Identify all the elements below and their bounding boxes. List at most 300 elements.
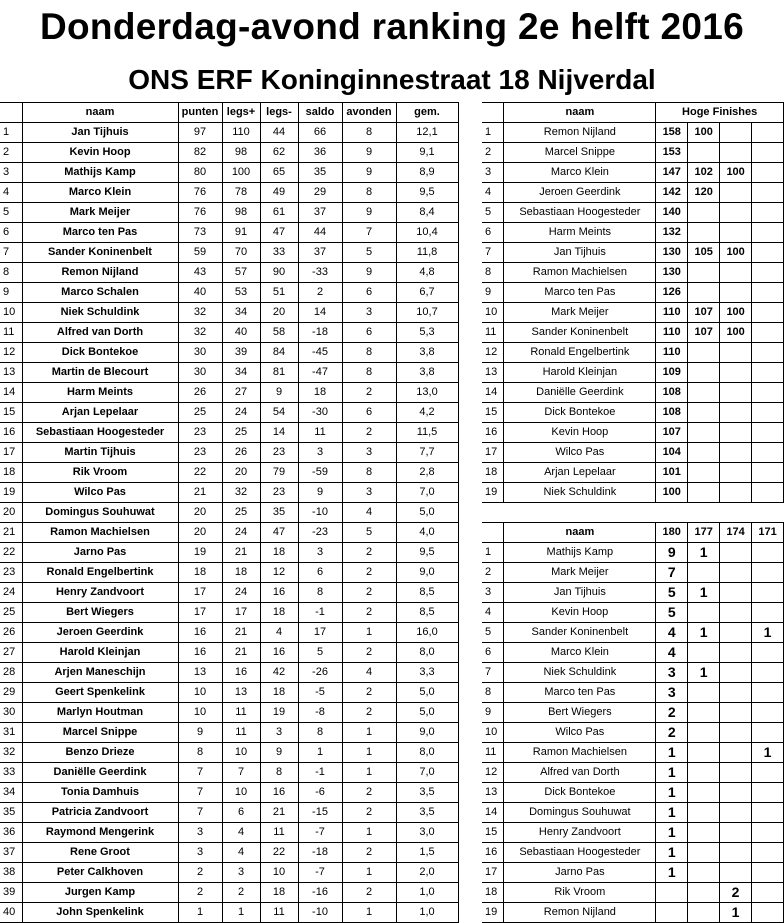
name-cell: Harold Kleinjan xyxy=(22,643,178,663)
evenings-cell: 6 xyxy=(342,323,396,343)
rank-cell: 14 xyxy=(482,803,504,823)
finish-cell xyxy=(688,283,720,303)
points-cell: 16 xyxy=(178,643,222,663)
finishes-header-row xyxy=(482,103,784,123)
finish-cell xyxy=(720,183,752,203)
name-cell: Sebastiaan Hoogesteder xyxy=(504,203,656,223)
points-cell: 32 xyxy=(178,323,222,343)
legs-lost-cell: 11 xyxy=(260,903,298,923)
finish-cell: 107 xyxy=(688,323,720,343)
ranking-header-row xyxy=(0,103,458,123)
legs-lost-cell: 14 xyxy=(260,423,298,443)
finish-cell: 147 xyxy=(656,163,688,183)
points-cell: 97 xyxy=(178,123,222,143)
finish-cell xyxy=(720,203,752,223)
score-count-cell xyxy=(688,843,720,863)
rank-cell: 20 xyxy=(0,503,22,523)
points-cell: 18 xyxy=(178,563,222,583)
legs-won-cell: 24 xyxy=(222,523,260,543)
rank-cell: 15 xyxy=(482,823,504,843)
average-cell: 3,3 xyxy=(396,663,458,683)
header-cell xyxy=(0,103,22,123)
legs-won-cell: 21 xyxy=(222,623,260,643)
legs-won-cell: 26 xyxy=(222,443,260,463)
finish-cell: 100 xyxy=(720,323,752,343)
name-cell: Kevin Hoop xyxy=(504,603,656,623)
name-cell: Ramon Machielsen xyxy=(504,263,656,283)
average-cell: 8,4 xyxy=(396,203,458,223)
saldo-cell: -6 xyxy=(298,783,342,803)
finish-cell: 140 xyxy=(656,203,688,223)
score-count-cell xyxy=(720,803,752,823)
average-cell: 5,0 xyxy=(396,703,458,723)
table-row xyxy=(0,423,458,443)
table-row xyxy=(482,163,784,183)
legs-won-cell: 16 xyxy=(222,663,260,683)
average-cell: 3,8 xyxy=(396,363,458,383)
rank-cell: 12 xyxy=(0,343,22,363)
table-row xyxy=(0,803,458,823)
saldo-cell: 6 xyxy=(298,563,342,583)
table-row xyxy=(482,743,784,763)
average-cell: 12,1 xyxy=(396,123,458,143)
points-cell: 2 xyxy=(178,863,222,883)
header-cell: naam xyxy=(504,523,656,543)
score-count-cell: 1 xyxy=(752,743,784,763)
legs-won-cell: 2 xyxy=(222,883,260,903)
name-cell: Harm Meints xyxy=(22,383,178,403)
name-cell: Marlyn Houtman xyxy=(22,703,178,723)
finish-cell xyxy=(720,263,752,283)
finish-cell xyxy=(720,463,752,483)
name-cell: Niek Schuldink xyxy=(504,483,656,503)
score-count-cell xyxy=(720,843,752,863)
table-row xyxy=(0,643,458,663)
points-cell: 59 xyxy=(178,243,222,263)
name-cell: Remon Nijland xyxy=(504,903,656,923)
rank-cell: 34 xyxy=(0,783,22,803)
average-cell: 3,5 xyxy=(396,803,458,823)
name-cell: Arjan Lepelaar xyxy=(504,463,656,483)
rank-cell: 16 xyxy=(482,423,504,443)
score-count-cell xyxy=(720,663,752,683)
table-row xyxy=(482,283,784,303)
score-count-cell: 3 xyxy=(656,663,688,683)
score-count-cell xyxy=(720,583,752,603)
score-count-cell: 2 xyxy=(656,723,688,743)
finish-cell: 105 xyxy=(688,243,720,263)
legs-lost-cell: 61 xyxy=(260,203,298,223)
score-count-cell xyxy=(720,743,752,763)
rank-cell: 32 xyxy=(0,743,22,763)
finish-cell: 130 xyxy=(656,263,688,283)
legs-won-cell: 78 xyxy=(222,183,260,203)
finish-cell xyxy=(688,443,720,463)
average-cell: 8,0 xyxy=(396,743,458,763)
name-cell: Mathijs Kamp xyxy=(504,543,656,563)
evenings-cell: 8 xyxy=(342,183,396,203)
rank-cell: 4 xyxy=(482,183,504,203)
legs-lost-cell: 16 xyxy=(260,643,298,663)
legs-won-cell: 10 xyxy=(222,783,260,803)
average-cell: 9,0 xyxy=(396,563,458,583)
empty-cell xyxy=(752,183,784,203)
rank-cell: 28 xyxy=(0,663,22,683)
table-row xyxy=(0,883,458,903)
rank-cell: 7 xyxy=(0,243,22,263)
table-row xyxy=(482,583,784,603)
name-cell: Mathijs Kamp xyxy=(22,163,178,183)
name-cell: Henry Zandvoort xyxy=(22,583,178,603)
name-cell: Sander Koninenbelt xyxy=(22,243,178,263)
table-row xyxy=(0,323,458,343)
evenings-cell: 9 xyxy=(342,163,396,183)
header-cell: 174 xyxy=(720,523,752,543)
name-cell: Arjan Lepelaar xyxy=(22,403,178,423)
score-count-cell xyxy=(720,763,752,783)
rank-cell: 5 xyxy=(482,623,504,643)
points-cell: 40 xyxy=(178,283,222,303)
empty-cell xyxy=(752,343,784,363)
name-cell: Remon Nijland xyxy=(22,263,178,283)
empty-cell xyxy=(752,403,784,423)
table-row xyxy=(0,543,458,563)
score-count-cell xyxy=(752,883,784,903)
legs-won-cell: 7 xyxy=(222,763,260,783)
points-cell: 80 xyxy=(178,163,222,183)
points-cell: 1 xyxy=(178,903,222,923)
finish-cell xyxy=(720,143,752,163)
finish-cell xyxy=(688,463,720,483)
legs-won-cell: 100 xyxy=(222,163,260,183)
rank-cell: 5 xyxy=(482,203,504,223)
table-row xyxy=(0,843,458,863)
average-cell: 1,5 xyxy=(396,843,458,863)
score-count-cell: 1 xyxy=(656,803,688,823)
average-cell: 13,0 xyxy=(396,383,458,403)
score-count-cell xyxy=(720,643,752,663)
name-cell: Marco ten Pas xyxy=(22,223,178,243)
finish-cell xyxy=(688,383,720,403)
score-count-cell: 3 xyxy=(656,683,688,703)
average-cell: 9,5 xyxy=(396,183,458,203)
table-row xyxy=(482,403,784,423)
rank-cell: 4 xyxy=(482,603,504,623)
saldo-cell: -8 xyxy=(298,703,342,723)
evenings-cell: 8 xyxy=(342,363,396,383)
rank-cell: 25 xyxy=(0,603,22,623)
average-cell: 8,5 xyxy=(396,603,458,623)
evenings-cell: 9 xyxy=(342,143,396,163)
table-row xyxy=(0,503,458,523)
empty-cell xyxy=(752,483,784,503)
name-cell: Jeroen Geerdink xyxy=(504,183,656,203)
finish-cell: 110 xyxy=(656,303,688,323)
rank-cell: 11 xyxy=(0,323,22,343)
legs-lost-cell: 10 xyxy=(260,863,298,883)
saldo-cell: 37 xyxy=(298,203,342,223)
score-count-cell xyxy=(656,883,688,903)
table-row xyxy=(0,183,458,203)
legs-won-cell: 17 xyxy=(222,603,260,623)
legs-lost-cell: 90 xyxy=(260,263,298,283)
rank-cell: 7 xyxy=(482,243,504,263)
score-count-cell: 7 xyxy=(656,563,688,583)
saldo-cell: -23 xyxy=(298,523,342,543)
rank-cell: 16 xyxy=(482,843,504,863)
rank-cell: 21 xyxy=(0,523,22,543)
legs-lost-cell: 18 xyxy=(260,543,298,563)
score-count-cell xyxy=(688,883,720,903)
rank-cell: 6 xyxy=(482,643,504,663)
name-cell: Marcel Snippe xyxy=(22,723,178,743)
name-cell: Arjen Maneschijn xyxy=(22,663,178,683)
table-row xyxy=(0,723,458,743)
legs-lost-cell: 18 xyxy=(260,883,298,903)
score-count-cell xyxy=(720,683,752,703)
evenings-cell: 7 xyxy=(342,223,396,243)
evenings-cell: 2 xyxy=(342,803,396,823)
average-cell: 1,0 xyxy=(396,883,458,903)
empty-cell xyxy=(752,383,784,403)
score-count-cell xyxy=(720,563,752,583)
average-cell: 3,5 xyxy=(396,783,458,803)
table-row xyxy=(0,743,458,763)
name-cell: Jurgen Kamp xyxy=(22,883,178,903)
table-row xyxy=(482,623,784,643)
legs-lost-cell: 47 xyxy=(260,223,298,243)
score-count-cell xyxy=(752,803,784,823)
rank-cell: 10 xyxy=(0,303,22,323)
table-row xyxy=(482,563,784,583)
score-count-cell xyxy=(752,723,784,743)
average-cell: 10,7 xyxy=(396,303,458,323)
legs-lost-cell: 23 xyxy=(260,483,298,503)
table-row xyxy=(0,283,458,303)
name-cell: Wilco Pas xyxy=(504,723,656,743)
evenings-cell: 2 xyxy=(342,783,396,803)
finish-cell: 100 xyxy=(720,303,752,323)
name-cell: Rik Vroom xyxy=(504,883,656,903)
saldo-cell: -1 xyxy=(298,763,342,783)
name-cell: Mark Meijer xyxy=(22,203,178,223)
finish-cell: 100 xyxy=(720,243,752,263)
score-count-cell xyxy=(752,563,784,583)
rank-cell: 6 xyxy=(0,223,22,243)
saldo-cell: 17 xyxy=(298,623,342,643)
legs-lost-cell: 8 xyxy=(260,763,298,783)
legs-won-cell: 13 xyxy=(222,683,260,703)
rank-cell: 26 xyxy=(0,623,22,643)
empty-cell xyxy=(752,503,784,523)
saldo-cell: 37 xyxy=(298,243,342,263)
table-row xyxy=(482,843,784,863)
legs-won-cell: 110 xyxy=(222,123,260,143)
rank-cell: 18 xyxy=(482,883,504,903)
points-cell: 32 xyxy=(178,303,222,323)
rank-cell: 18 xyxy=(482,463,504,483)
name-cell: Ronald Engelbertink xyxy=(22,563,178,583)
table-row xyxy=(482,343,784,363)
legs-lost-cell: 21 xyxy=(260,803,298,823)
legs-won-cell: 3 xyxy=(222,863,260,883)
table-row xyxy=(0,623,458,643)
table-row xyxy=(482,243,784,263)
table-row xyxy=(0,823,458,843)
points-cell: 17 xyxy=(178,583,222,603)
evenings-cell: 2 xyxy=(342,703,396,723)
points-cell: 76 xyxy=(178,203,222,223)
empty-cell xyxy=(752,463,784,483)
finish-cell xyxy=(688,143,720,163)
score-count-cell xyxy=(720,543,752,563)
points-cell: 23 xyxy=(178,443,222,463)
legs-lost-cell: 9 xyxy=(260,743,298,763)
name-cell: Sander Koninenbelt xyxy=(504,323,656,343)
score-count-cell xyxy=(752,683,784,703)
score-count-cell xyxy=(688,563,720,583)
legs-won-cell: 53 xyxy=(222,283,260,303)
points-cell: 73 xyxy=(178,223,222,243)
rank-cell: 2 xyxy=(482,143,504,163)
rank-cell: 27 xyxy=(0,643,22,663)
name-cell: Raymond Mengerink xyxy=(22,823,178,843)
table-row xyxy=(0,763,458,783)
legs-lost-cell: 23 xyxy=(260,443,298,463)
name-cell: Alfred van Dorth xyxy=(22,323,178,343)
rank-cell: 16 xyxy=(0,423,22,443)
score-count-cell xyxy=(720,703,752,723)
legs-lost-cell: 22 xyxy=(260,843,298,863)
empty-cell xyxy=(752,243,784,263)
saldo-cell: 14 xyxy=(298,303,342,323)
table-row xyxy=(482,823,784,843)
score-count-cell: 1 xyxy=(656,843,688,863)
average-cell: 5,3 xyxy=(396,323,458,343)
empty-cell xyxy=(752,423,784,443)
score-count-cell xyxy=(720,623,752,643)
finish-cell: 109 xyxy=(656,363,688,383)
table-row xyxy=(0,303,458,323)
average-cell: 10,4 xyxy=(396,223,458,243)
table-row xyxy=(0,403,458,423)
ranking-table xyxy=(0,102,459,923)
finish-cell: 101 xyxy=(656,463,688,483)
legs-lost-cell: 42 xyxy=(260,663,298,683)
name-cell: Marco Klein xyxy=(22,183,178,203)
rank-cell: 2 xyxy=(0,143,22,163)
page-title: Donderdag-avond ranking 2e helft 2016 xyxy=(40,6,744,47)
name-cell: Rik Vroom xyxy=(22,463,178,483)
name-cell: Marcel Snippe xyxy=(504,143,656,163)
points-cell: 82 xyxy=(178,143,222,163)
name-cell: Daniëlle Geerdink xyxy=(504,383,656,403)
table-row xyxy=(0,143,458,163)
average-cell: 3,0 xyxy=(396,823,458,843)
finish-cell: 102 xyxy=(688,163,720,183)
score-count-cell: 1 xyxy=(656,743,688,763)
score-count-cell xyxy=(752,703,784,723)
evenings-cell: 4 xyxy=(342,663,396,683)
legs-won-cell: 70 xyxy=(222,243,260,263)
header-cell: naam xyxy=(22,103,178,123)
rank-cell: 17 xyxy=(0,443,22,463)
average-cell: 3,8 xyxy=(396,343,458,363)
finish-cell: 107 xyxy=(688,303,720,323)
rank-cell: 1 xyxy=(0,123,22,143)
saldo-cell: 36 xyxy=(298,143,342,163)
score-count-cell xyxy=(720,863,752,883)
rank-cell: 13 xyxy=(0,363,22,383)
average-cell: 7,0 xyxy=(396,763,458,783)
rank-cell: 35 xyxy=(0,803,22,823)
rank-cell: 9 xyxy=(482,283,504,303)
legs-lost-cell: 3 xyxy=(260,723,298,743)
name-cell: Rene Groot xyxy=(22,843,178,863)
points-cell: 2 xyxy=(178,883,222,903)
evenings-cell: 6 xyxy=(342,403,396,423)
table-row xyxy=(482,763,784,783)
evenings-cell: 1 xyxy=(342,863,396,883)
points-cell: 10 xyxy=(178,703,222,723)
average-cell: 5,0 xyxy=(396,503,458,523)
evenings-cell: 2 xyxy=(342,423,396,443)
empty-cell xyxy=(688,503,720,523)
empty-cell xyxy=(752,123,784,143)
empty-cell xyxy=(752,263,784,283)
name-cell: Jarno Pas xyxy=(22,543,178,563)
evenings-cell: 2 xyxy=(342,383,396,403)
table-row xyxy=(0,223,458,243)
finish-cell: 153 xyxy=(656,143,688,163)
score-count-cell xyxy=(752,543,784,563)
finish-cell xyxy=(720,423,752,443)
finish-cell xyxy=(720,383,752,403)
points-cell: 20 xyxy=(178,523,222,543)
score-count-cell xyxy=(752,783,784,803)
evenings-cell: 3 xyxy=(342,483,396,503)
rank-cell: 13 xyxy=(482,783,504,803)
finish-cell xyxy=(688,363,720,383)
legs-won-cell: 11 xyxy=(222,703,260,723)
finish-cell xyxy=(720,123,752,143)
empty-cell xyxy=(752,163,784,183)
saldo-cell: -1 xyxy=(298,603,342,623)
finish-cell xyxy=(688,343,720,363)
table-row xyxy=(482,143,784,163)
name-cell: Sander Koninenbelt xyxy=(504,623,656,643)
score-count-cell xyxy=(752,583,784,603)
evenings-cell: 2 xyxy=(342,543,396,563)
legs-won-cell: 1 xyxy=(222,903,260,923)
name-cell: Jeroen Geerdink xyxy=(22,623,178,643)
header-cell: 177 xyxy=(688,523,720,543)
name-cell: Kevin Hoop xyxy=(504,423,656,443)
points-cell: 23 xyxy=(178,423,222,443)
table-row xyxy=(0,203,458,223)
finish-cell: 110 xyxy=(656,343,688,363)
evenings-cell: 8 xyxy=(342,123,396,143)
points-cell: 25 xyxy=(178,403,222,423)
legs-won-cell: 4 xyxy=(222,823,260,843)
average-cell: 6,7 xyxy=(396,283,458,303)
name-cell: Sebastiaan Hoogesteder xyxy=(22,423,178,443)
average-cell: 2,8 xyxy=(396,463,458,483)
average-cell: 9,0 xyxy=(396,723,458,743)
legs-won-cell: 21 xyxy=(222,643,260,663)
scores-header-row xyxy=(482,523,784,543)
evenings-cell: 2 xyxy=(342,843,396,863)
